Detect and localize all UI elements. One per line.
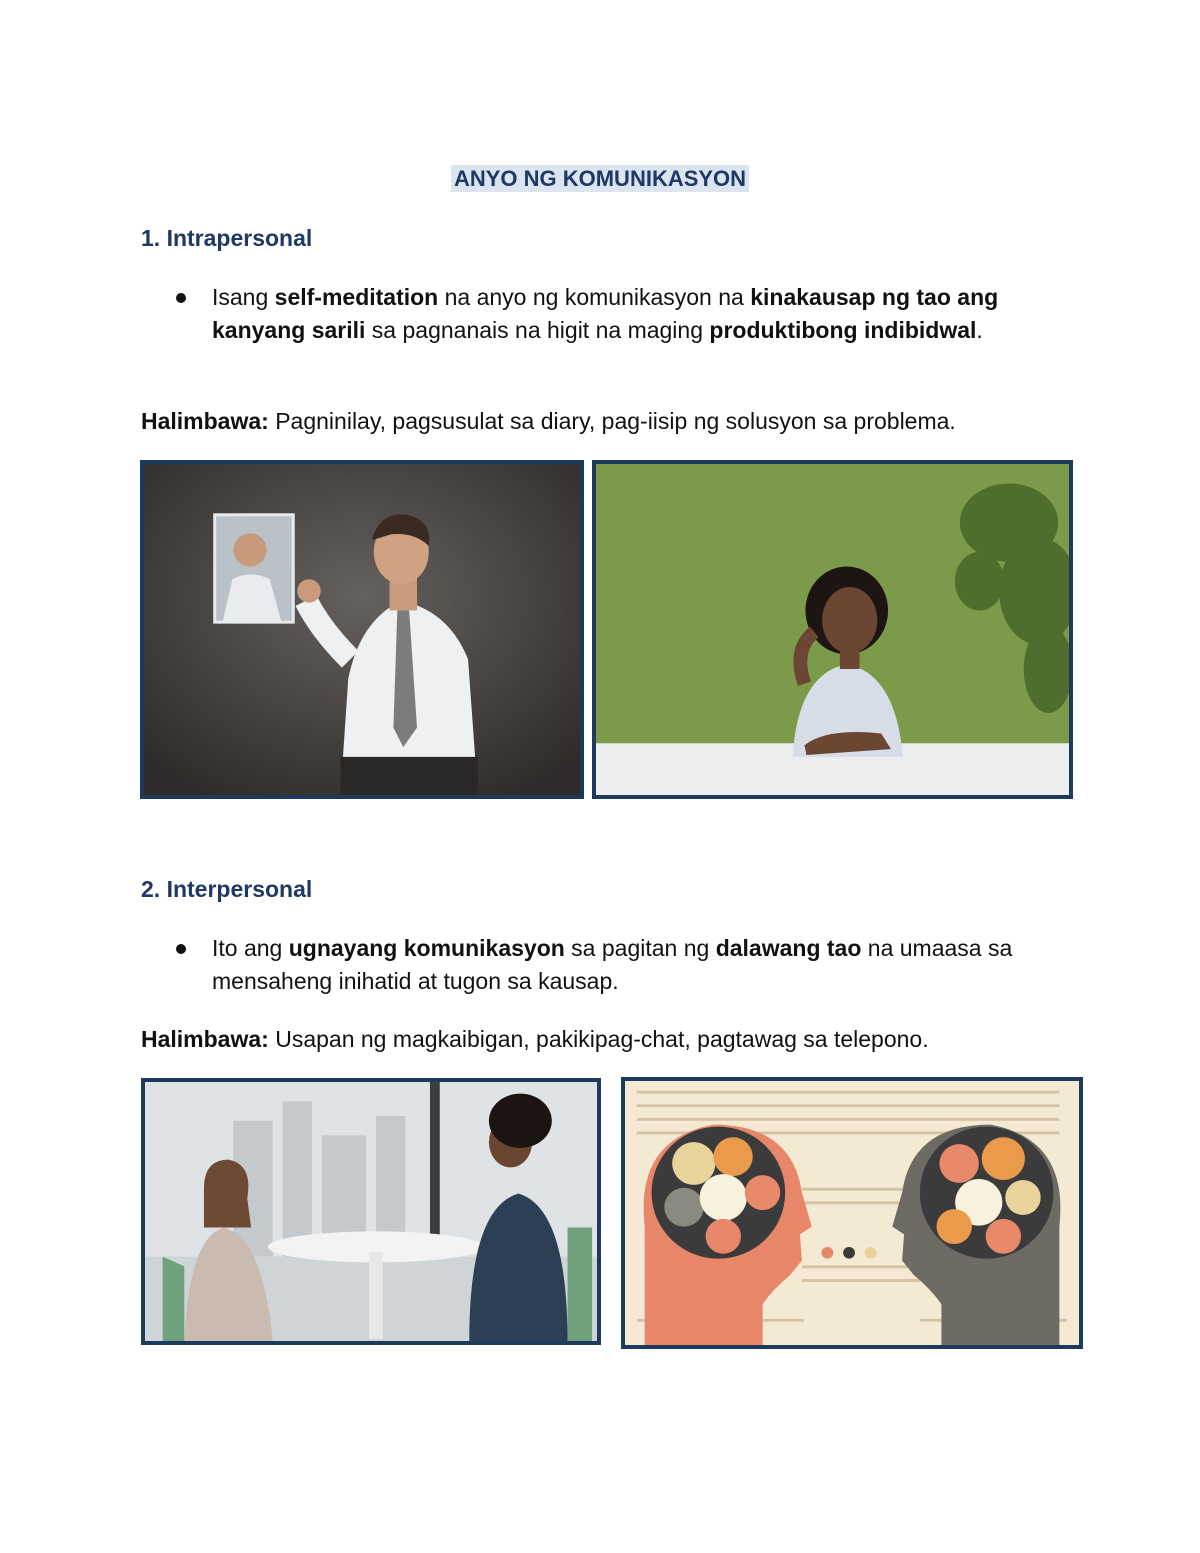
example-text: Usapan ng magkaibigan, pakikipag-chat, pagtawag sa telepono. <box>268 1026 929 1052</box>
example-label: Halimbawa: <box>141 1026 269 1052</box>
text-run: Isang <box>212 284 275 310</box>
section-heading-interpersonal: 2. Interpersonal <box>141 876 313 902</box>
text-run: na umaasa sa mensaheng inihatid at tugon sa kausap. <box>212 935 1013 994</box>
interpersonal-example <box>141 1026 929 1053</box>
bullet-dot <box>176 293 186 303</box>
text-run: sa pagnanais na higit na maging <box>365 317 710 343</box>
photo-heads-speech-bubbles-illustration <box>621 1077 1083 1349</box>
photo-woman-thinking <box>592 460 1073 799</box>
intrapersonal-example <box>141 408 956 435</box>
photo-two-women-conversation <box>141 1078 601 1345</box>
bullet-dot <box>176 944 186 954</box>
text-run: Ito ang <box>212 935 289 961</box>
page-title <box>0 166 1200 192</box>
bold-run: produktibong indibidwal <box>709 317 977 343</box>
intrapersonal-definition <box>212 281 1072 347</box>
bold-run: self-meditation <box>274 284 439 310</box>
text-run: na anyo ng komunikasyon na <box>438 284 751 310</box>
bold-run: kinakausap ng tao ang kanyang sarili <box>212 284 999 343</box>
page-title-text: ANYO NG KOMUNIKASYON <box>451 165 749 192</box>
bold-run: dalawang tao <box>715 935 862 961</box>
section-heading-intrapersonal: 1. Intrapersonal <box>141 225 313 251</box>
bold-run: ugnayang komunikasyon <box>288 935 565 961</box>
text-run: sa pagitan ng <box>564 935 716 961</box>
interpersonal-definition <box>212 932 1072 998</box>
example-label: Halimbawa: <box>141 408 269 434</box>
example-text: Pagninilay, pagsusulat sa diary, pag-iisip ng solusyon sa problema. <box>268 408 956 434</box>
text-run: . <box>976 317 983 343</box>
photo-man-talking-to-mirror <box>140 460 584 799</box>
